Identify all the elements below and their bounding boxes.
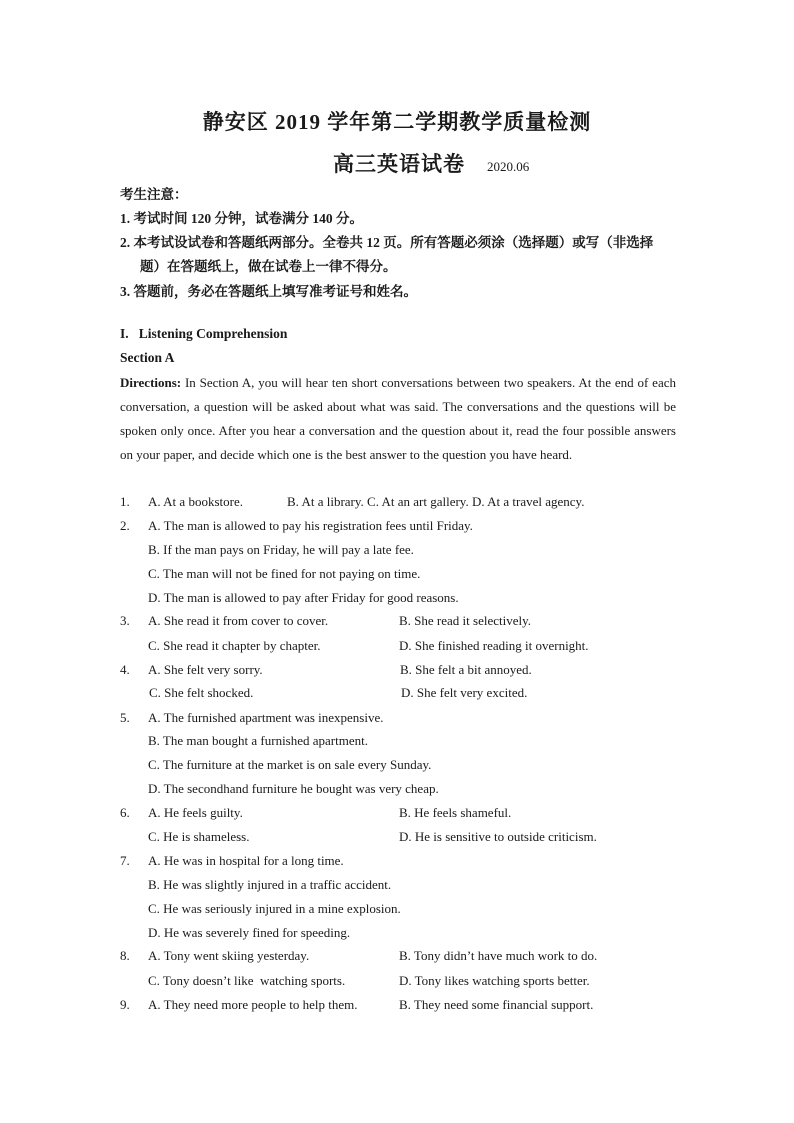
option-b: B. At a library. C. At an art gallery. D. At a travel agency. bbox=[287, 494, 585, 509]
option-b: B. The man bought a furnished apartment. bbox=[148, 733, 368, 748]
question-number: 1. bbox=[120, 494, 130, 509]
option-c: C. She felt shocked. bbox=[149, 685, 254, 700]
exam-subtitle bbox=[333, 148, 529, 178]
exam-title: 静安区 2019 学年第二学期教学质量检测 bbox=[202, 110, 592, 134]
notice-item-3: 3. 答题前，务必在答题纸上填写准考证号和姓名。 bbox=[120, 284, 417, 299]
directions-paragraph bbox=[120, 371, 676, 467]
directions-label: Directions: bbox=[120, 375, 182, 390]
option-d: D. The man is allowed to pay after Friday for good reasons. bbox=[148, 590, 459, 605]
option-a: A. She felt very sorry. bbox=[148, 662, 263, 677]
question-number: 6. bbox=[120, 805, 130, 820]
section-heading: Section A bbox=[120, 350, 175, 365]
notice-item-1: 1. 考试时间 120 分钟，试卷满分 140 分。 bbox=[120, 211, 363, 226]
notice-item-2: 2. 本考试设试卷和答题纸两部分。全卷共 12 页。所有答题必须涂（选择题）或写（非选择 bbox=[120, 235, 654, 250]
question-number: 4. bbox=[120, 662, 130, 677]
option-a: A. Tony went skiing yesterday. bbox=[148, 948, 310, 963]
exam-date: 2020.06 bbox=[487, 159, 530, 174]
option-d: D. He was severely fined for speeding. bbox=[148, 925, 351, 940]
notice-heading: 考生注意： bbox=[120, 187, 188, 202]
question-number: 8. bbox=[120, 948, 130, 963]
option-c: C. He was seriously injured in a mine explosion. bbox=[148, 901, 401, 916]
option-d: D. She finished reading it overnight. bbox=[399, 638, 589, 653]
question-number: 7. bbox=[120, 853, 130, 868]
option-b: B. They need some financial support. bbox=[399, 997, 594, 1012]
question-number: 3. bbox=[120, 613, 130, 628]
option-c: C. He is shameless. bbox=[148, 829, 250, 844]
option-b: B. He feels shameful. bbox=[399, 805, 512, 820]
option-b: B. Tony didn’t have much work to do. bbox=[399, 948, 598, 963]
option-a: A. The furnished apartment was inexpensive. bbox=[148, 710, 384, 725]
part-heading: I. Listening Comprehension bbox=[120, 326, 288, 341]
option-a: A. At a bookstore. bbox=[148, 494, 243, 509]
option-d: D. The secondhand furniture he bought was very cheap. bbox=[148, 781, 439, 796]
question-number: 9. bbox=[120, 997, 130, 1012]
question-number: 2. bbox=[120, 518, 130, 533]
option-d: D. He is sensitive to outside criticism. bbox=[399, 829, 597, 844]
option-c: C. The man will not be fined for not paying on time. bbox=[148, 566, 421, 581]
exam-subject: 高三英语试卷 bbox=[333, 152, 465, 176]
option-c: C. She read it chapter by chapter. bbox=[148, 638, 321, 653]
option-c: C. The furniture at the market is on sale every Sunday. bbox=[148, 757, 432, 772]
option-a: A. The man is allowed to pay his registration fees until Friday. bbox=[148, 518, 473, 533]
option-d: D. She felt very excited. bbox=[401, 685, 528, 700]
option-a: A. They need more people to help them. bbox=[148, 997, 358, 1012]
option-a: A. She read it from cover to cover. bbox=[148, 613, 329, 628]
notice-item-2-cont: 题）在答题纸上，做在试卷上一律不得分。 bbox=[140, 259, 397, 274]
option-c: C. Tony doesn’t like watching sports. bbox=[148, 973, 346, 988]
question-number: 5. bbox=[120, 710, 130, 725]
option-b: B. He was slightly injured in a traffic accident. bbox=[148, 877, 392, 892]
option-b: B. If the man pays on Friday, he will pay a late fee. bbox=[148, 542, 414, 557]
option-a: A. He feels guilty. bbox=[148, 805, 243, 820]
option-d: D. Tony likes watching sports better. bbox=[399, 973, 590, 988]
option-a: A. He was in hospital for a long time. bbox=[148, 853, 344, 868]
option-b: B. She read it selectively. bbox=[399, 613, 532, 628]
option-b: B. She felt a bit annoyed. bbox=[400, 662, 532, 677]
directions-text: In Section A, you will hear ten short conversations between two speakers. At the end of each conversation, a question will be asked about what was said. The conversations and the questions will be spoken only once. After you hear a conversation and the question about it, read the four possible answers on your paper, and decide which one is the best answer to the question you have heard. bbox=[120, 375, 676, 462]
